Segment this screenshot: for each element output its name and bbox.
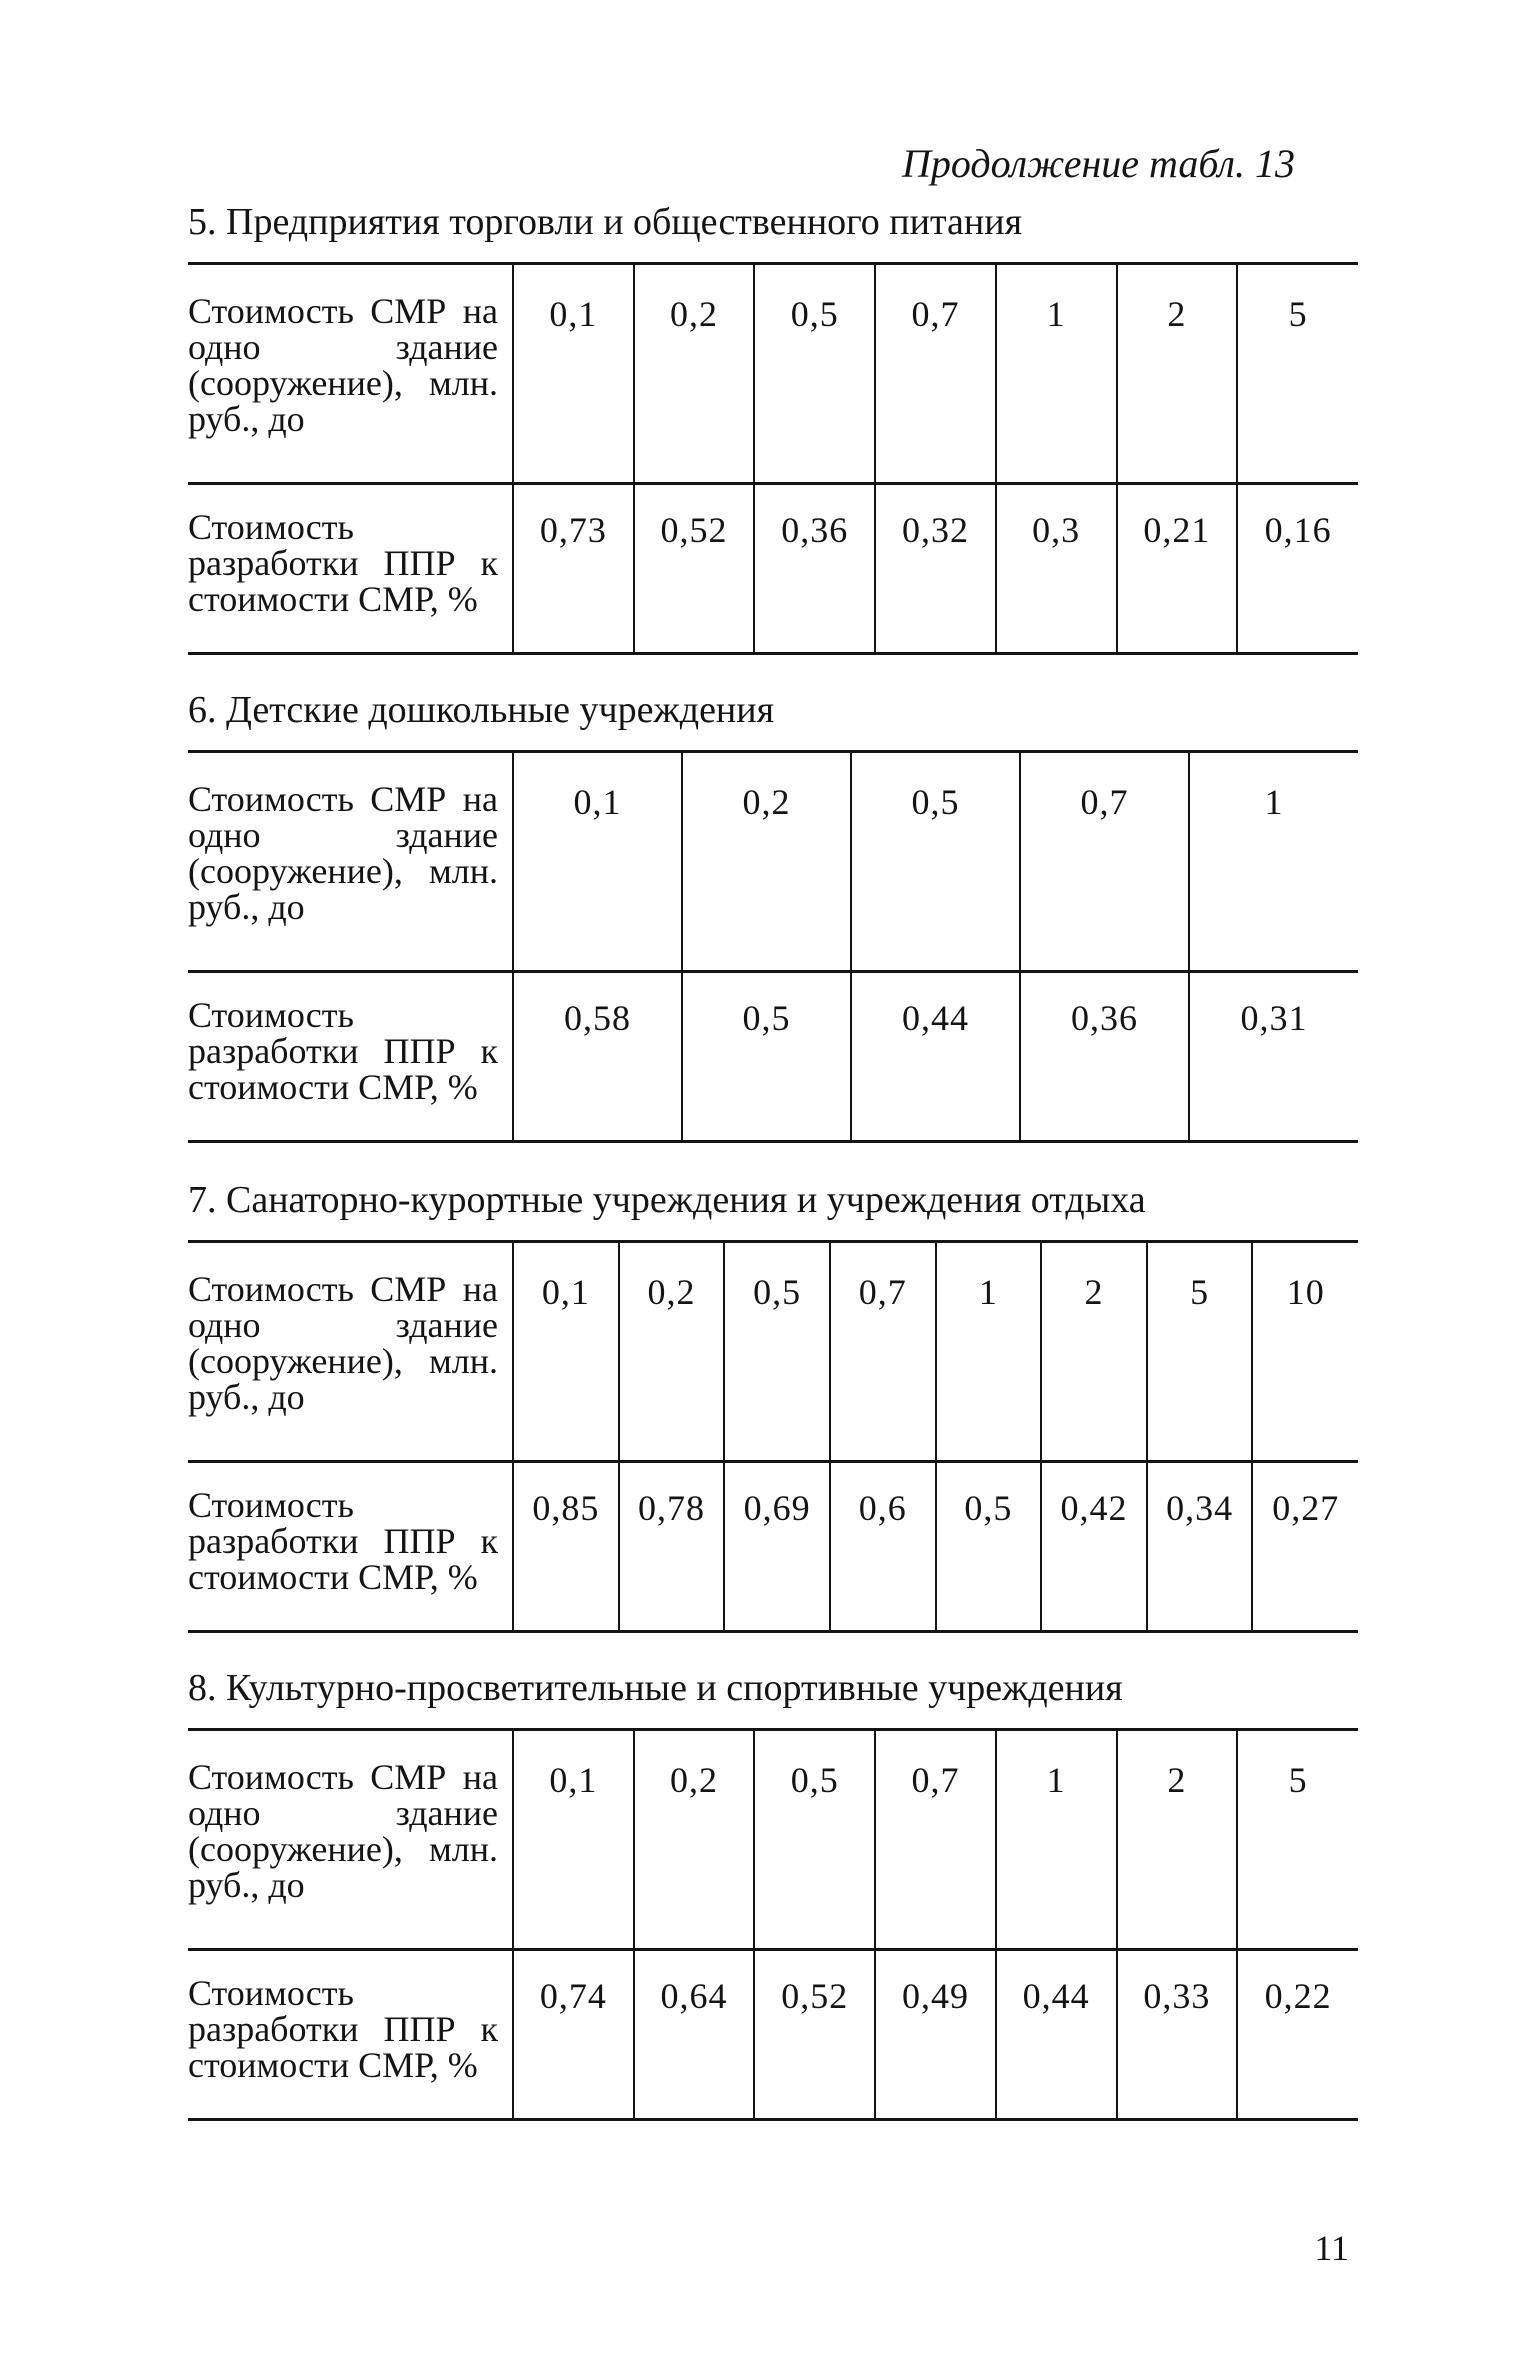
table-cell: 0,5 <box>754 1730 875 1950</box>
table-cell: 0,3 <box>996 484 1117 654</box>
table-row <box>188 1242 1358 1462</box>
row-label-cost-smr: Стоимость СМР на одно здание (сооружение), млн. руб., до <box>188 1730 513 1950</box>
table-cell: 0,5 <box>682 972 851 1142</box>
table-cell: 0,5 <box>754 264 875 484</box>
table-row <box>188 752 1358 972</box>
table-cell: 0,7 <box>830 1242 936 1462</box>
table-continuation-note: Продолжение табл. 13 <box>901 141 1295 186</box>
table-row <box>188 264 1358 484</box>
table-cell: 5 <box>1237 1730 1358 1950</box>
section-title: 5. Предприятия торговли и общественного питания <box>188 201 1023 243</box>
table-cell: 0,16 <box>1237 484 1358 654</box>
section-title: 7. Санаторно-курортные учреждения и учреждения отдыха <box>188 1179 1146 1221</box>
row-label-cost-ppr: Стоимость разработки ППР к стоимости СМР, % <box>188 1950 513 2120</box>
table-cell: 2 <box>1041 1242 1147 1462</box>
table-cell: 0,78 <box>619 1462 725 1632</box>
row-label-cost-ppr: Стоимость разработки ППР к стоимости СМР, % <box>188 972 513 1142</box>
table-cell: 0,1 <box>513 264 634 484</box>
table-cell: 0,64 <box>634 1950 755 2120</box>
table-cell: 0,31 <box>1189 972 1358 1142</box>
row-label-cost-smr: Стоимость СМР на одно здание (сооружение), млн. руб., до <box>188 264 513 484</box>
table-row <box>188 1730 1358 1950</box>
table-cell: 0,32 <box>875 484 996 654</box>
table-cell: 0,1 <box>513 1730 634 1950</box>
table-cell: 1 <box>996 264 1117 484</box>
table-cell: 2 <box>1117 1730 1238 1950</box>
table-cell: 0,1 <box>513 752 682 972</box>
row-label-cost-smr: Стоимость СМР на одно здание (сооружение), млн. руб., до <box>188 752 513 972</box>
table-cell: 0,22 <box>1237 1950 1358 2120</box>
section-title: 6. Детские дошкольные учреждения <box>188 689 775 731</box>
table-cell: 0,58 <box>513 972 682 1142</box>
table-cell: 0,7 <box>1020 752 1189 972</box>
table-cell: 0,42 <box>1041 1462 1147 1632</box>
table-cell: 0,5 <box>724 1242 830 1462</box>
table-cell: 0,49 <box>875 1950 996 2120</box>
table-cell: 0,2 <box>619 1242 725 1462</box>
table-cell: 0,1 <box>513 1242 619 1462</box>
table-cell: 0,34 <box>1147 1462 1253 1632</box>
row-label-cost-smr: Стоимость СМР на одно здание (сооружение), млн. руб., до <box>188 1242 513 1462</box>
page-number: 11 <box>1314 2228 1349 2268</box>
section-table <box>188 1728 1358 2121</box>
table-row <box>188 484 1358 654</box>
section-title: 8. Культурно-просветительные и спортивные учреждения <box>188 1667 1123 1709</box>
table-cell: 0,2 <box>682 752 851 972</box>
table-cell: 0,33 <box>1117 1950 1238 2120</box>
table-cell: 0,52 <box>754 1950 875 2120</box>
table-cell: 0,73 <box>513 484 634 654</box>
table-cell: 0,85 <box>513 1462 619 1632</box>
table-cell: 0,44 <box>851 972 1020 1142</box>
table-cell: 0,7 <box>875 264 996 484</box>
table-cell: 0,36 <box>1020 972 1189 1142</box>
table-cell: 0,6 <box>830 1462 936 1632</box>
table-cell: 1 <box>996 1730 1117 1950</box>
table-cell: 0,5 <box>851 752 1020 972</box>
section-table <box>188 262 1358 655</box>
table-cell: 2 <box>1117 264 1238 484</box>
table-cell: 0,44 <box>996 1950 1117 2120</box>
table-cell: 0,36 <box>754 484 875 654</box>
table-row <box>188 1462 1358 1632</box>
table-cell: 0,2 <box>634 264 755 484</box>
section-table <box>188 750 1358 1143</box>
row-label-cost-ppr: Стоимость разработки ППР к стоимости СМР, % <box>188 1462 513 1632</box>
table-cell: 0,27 <box>1252 1462 1358 1632</box>
table-cell: 0,69 <box>724 1462 830 1632</box>
table-cell: 0,74 <box>513 1950 634 2120</box>
table-cell: 10 <box>1252 1242 1358 1462</box>
table-cell: 0,7 <box>875 1730 996 1950</box>
table-cell: 0,21 <box>1117 484 1238 654</box>
table-cell: 5 <box>1237 264 1358 484</box>
table-cell: 1 <box>1189 752 1358 972</box>
table-row <box>188 972 1358 1142</box>
table-row <box>188 1950 1358 2120</box>
table-cell: 0,52 <box>634 484 755 654</box>
row-label-cost-ppr: Стоимость разработки ППР к стоимости СМР, % <box>188 484 513 654</box>
table-cell: 1 <box>936 1242 1042 1462</box>
section-table <box>188 1240 1358 1633</box>
table-cell: 0,2 <box>634 1730 755 1950</box>
table-cell: 5 <box>1147 1242 1253 1462</box>
table-cell: 0,5 <box>936 1462 1042 1632</box>
